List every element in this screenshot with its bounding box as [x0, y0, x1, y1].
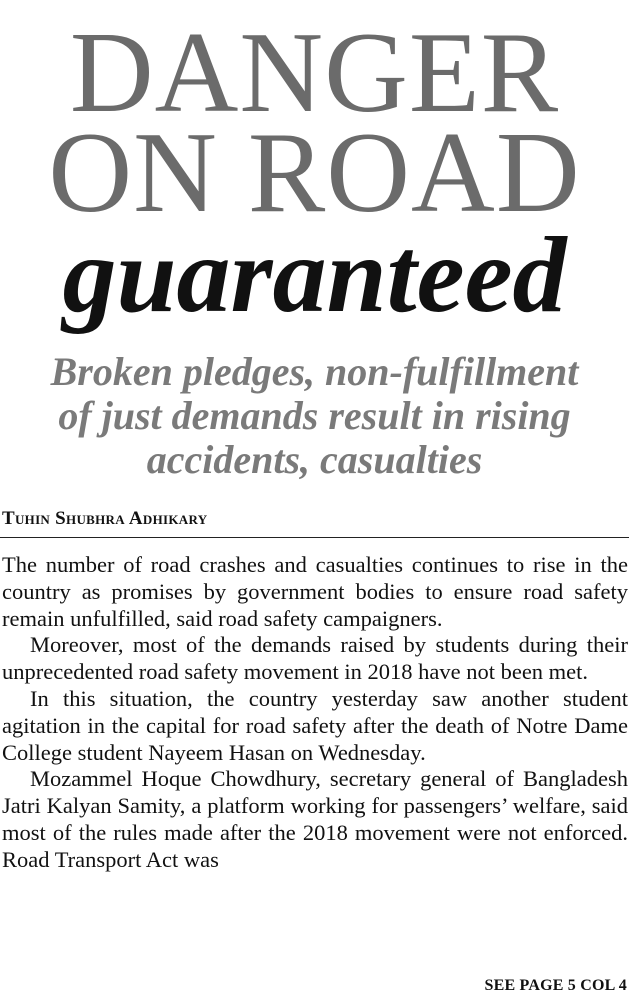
body-paragraph-4: Mozammel Hoque Chowdhury, secretary general of Bangladesh Jatri Kalyan Samity, a platform working for passengers’ welfare, said most of the rules made after the 2018 movement were not enforced. Road Transport Act was	[2, 766, 628, 872]
body-paragraph-3: In this situation, the country yesterday saw another student agitation in the capital for road safety after the death of Notre Dame College student Nayeem Hasan on Wednesday.	[2, 685, 628, 765]
byline-divider	[0, 537, 629, 538]
continuation-note: SEE PAGE 5 COL 4	[484, 977, 627, 994]
subheadline-line-1: Broken pledges, non-fulfillment	[50, 349, 579, 394]
subheadline-line-2: of just demands result in rising	[58, 393, 571, 438]
body-paragraph-1: The number of road crashes and casualties continues to rise in the country as promises by government bodies to ensure road safety remain unfulfilled, said road safety campaigners.	[2, 552, 628, 631]
headline-line-1: DANGER	[69, 9, 560, 137]
byline: Tuhin Shubhra Adhikary	[2, 508, 208, 529]
article-body	[2, 552, 628, 874]
body-paragraph-2: Moreover, most of the demands raised by students during their unprecedented road safety movement in 2018 have not been met.	[2, 632, 628, 685]
headline-emphasis: guaranteed	[62, 216, 567, 335]
subheadline	[0, 350, 629, 482]
subheadline-line-3: accidents, casualties	[146, 437, 483, 482]
headline-line-2: ON ROAD	[48, 109, 581, 237]
